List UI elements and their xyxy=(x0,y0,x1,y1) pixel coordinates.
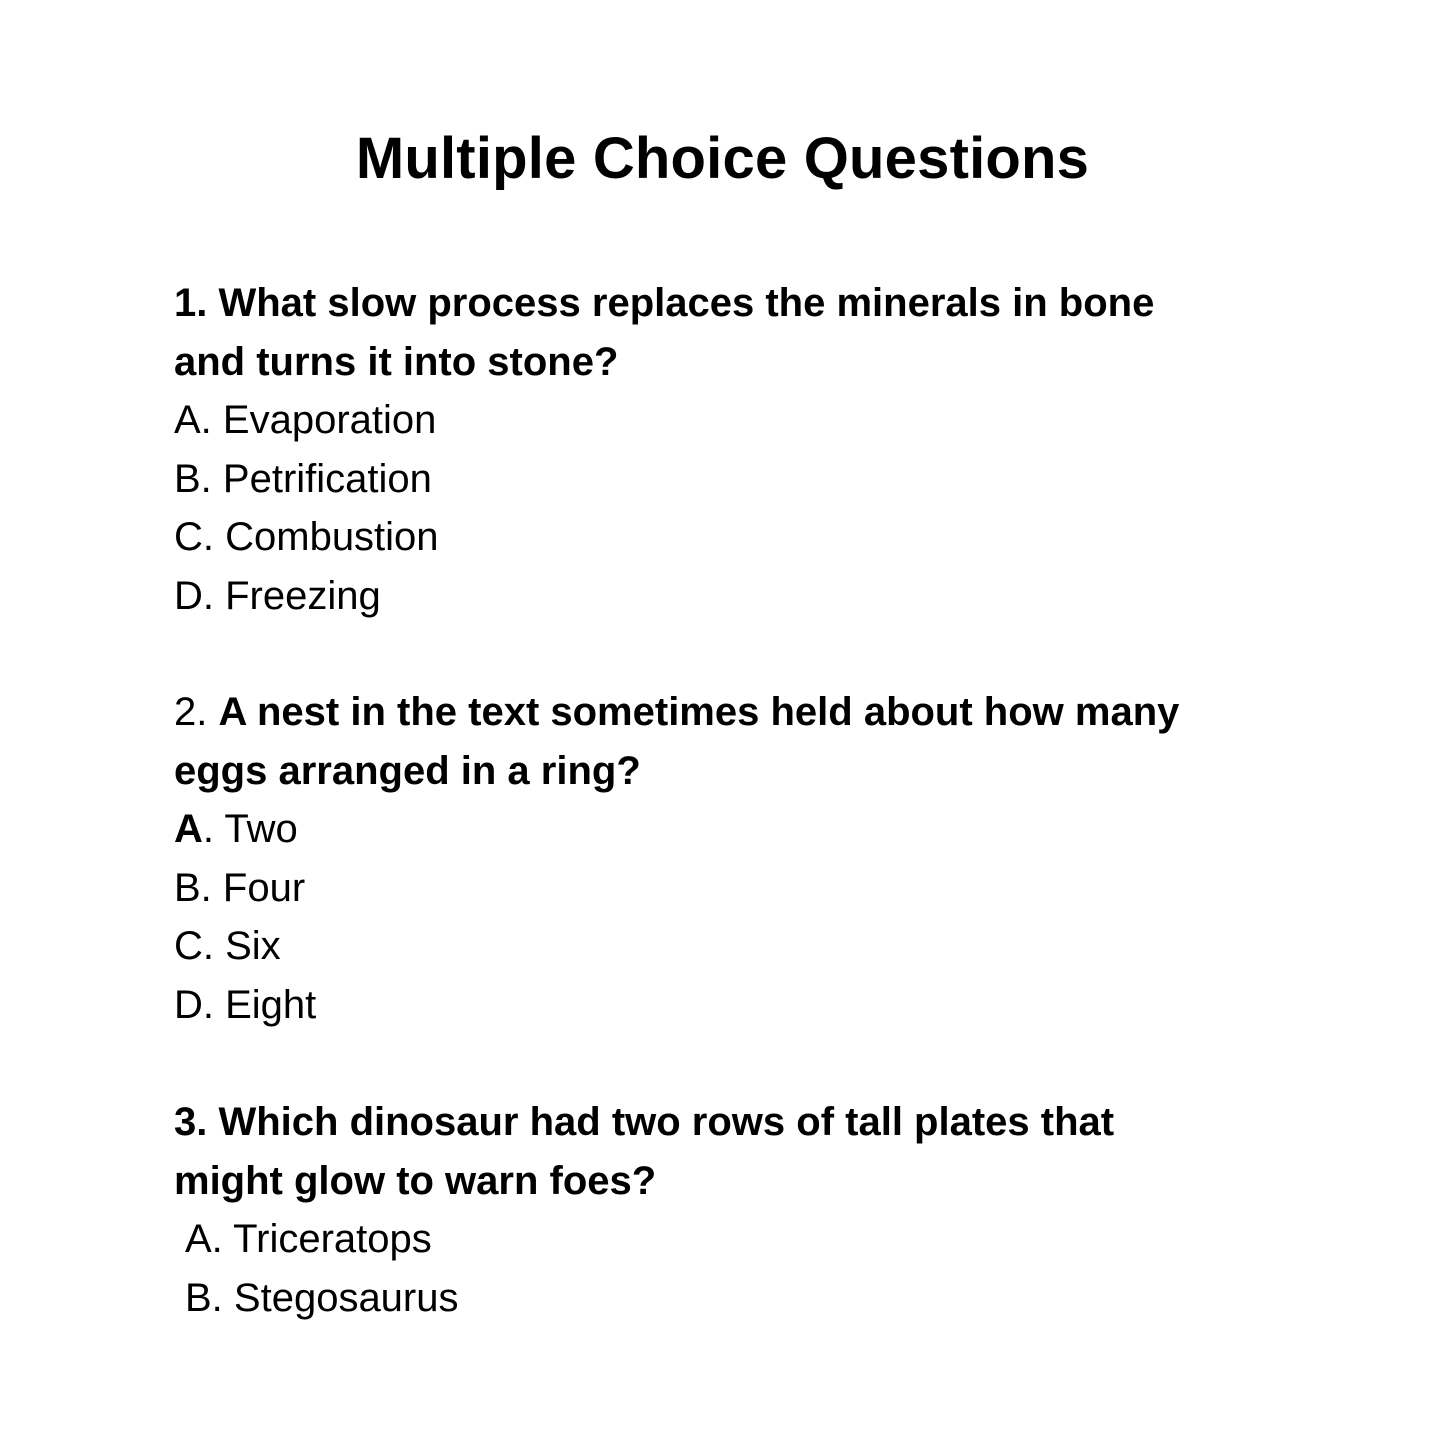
question-2-option-a-letter: A xyxy=(174,807,203,851)
question-2-text-line-1 xyxy=(174,683,1284,742)
question-1-option-a: A. Evaporation xyxy=(174,398,437,442)
question-2-option-a xyxy=(174,800,1284,859)
question-1-text-line-1: 1. What slow process replaces the minerals in bone xyxy=(174,281,1155,325)
question-1 xyxy=(174,274,1284,625)
question-2-number: 2. xyxy=(174,690,208,734)
question-1-option-d: D. Freezing xyxy=(174,573,381,618)
question-2-text-line-2: eggs arranged in a ring? xyxy=(174,748,641,793)
question-2 xyxy=(174,683,1284,1034)
question-3-text-line-2: might glow to warn foes? xyxy=(174,1158,657,1203)
question-3-option-a: A. Triceratops xyxy=(185,1217,432,1261)
question-3-option-b: B. Stegosaurus xyxy=(185,1275,459,1320)
question-2-option-a-text: . Two xyxy=(202,807,298,851)
question-2-option-c: C. Six xyxy=(174,924,281,968)
question-2-text: A nest in the text sometimes held about how many xyxy=(218,690,1180,734)
question-2-option-b: B. Four xyxy=(174,865,306,910)
question-2-option-d: D. Eight xyxy=(174,982,317,1027)
question-1-option-c: C. Combustion xyxy=(174,515,439,559)
question-1-text-line-2: and turns it into stone? xyxy=(174,339,619,384)
page-title: Multiple Choice Questions xyxy=(355,126,1090,191)
question-1-option-b: B. Petrification xyxy=(174,456,432,501)
question-3 xyxy=(174,1093,1284,1327)
question-3-text-line-1: 3. Which dinosaur had two rows of tall plates that xyxy=(174,1100,1115,1144)
